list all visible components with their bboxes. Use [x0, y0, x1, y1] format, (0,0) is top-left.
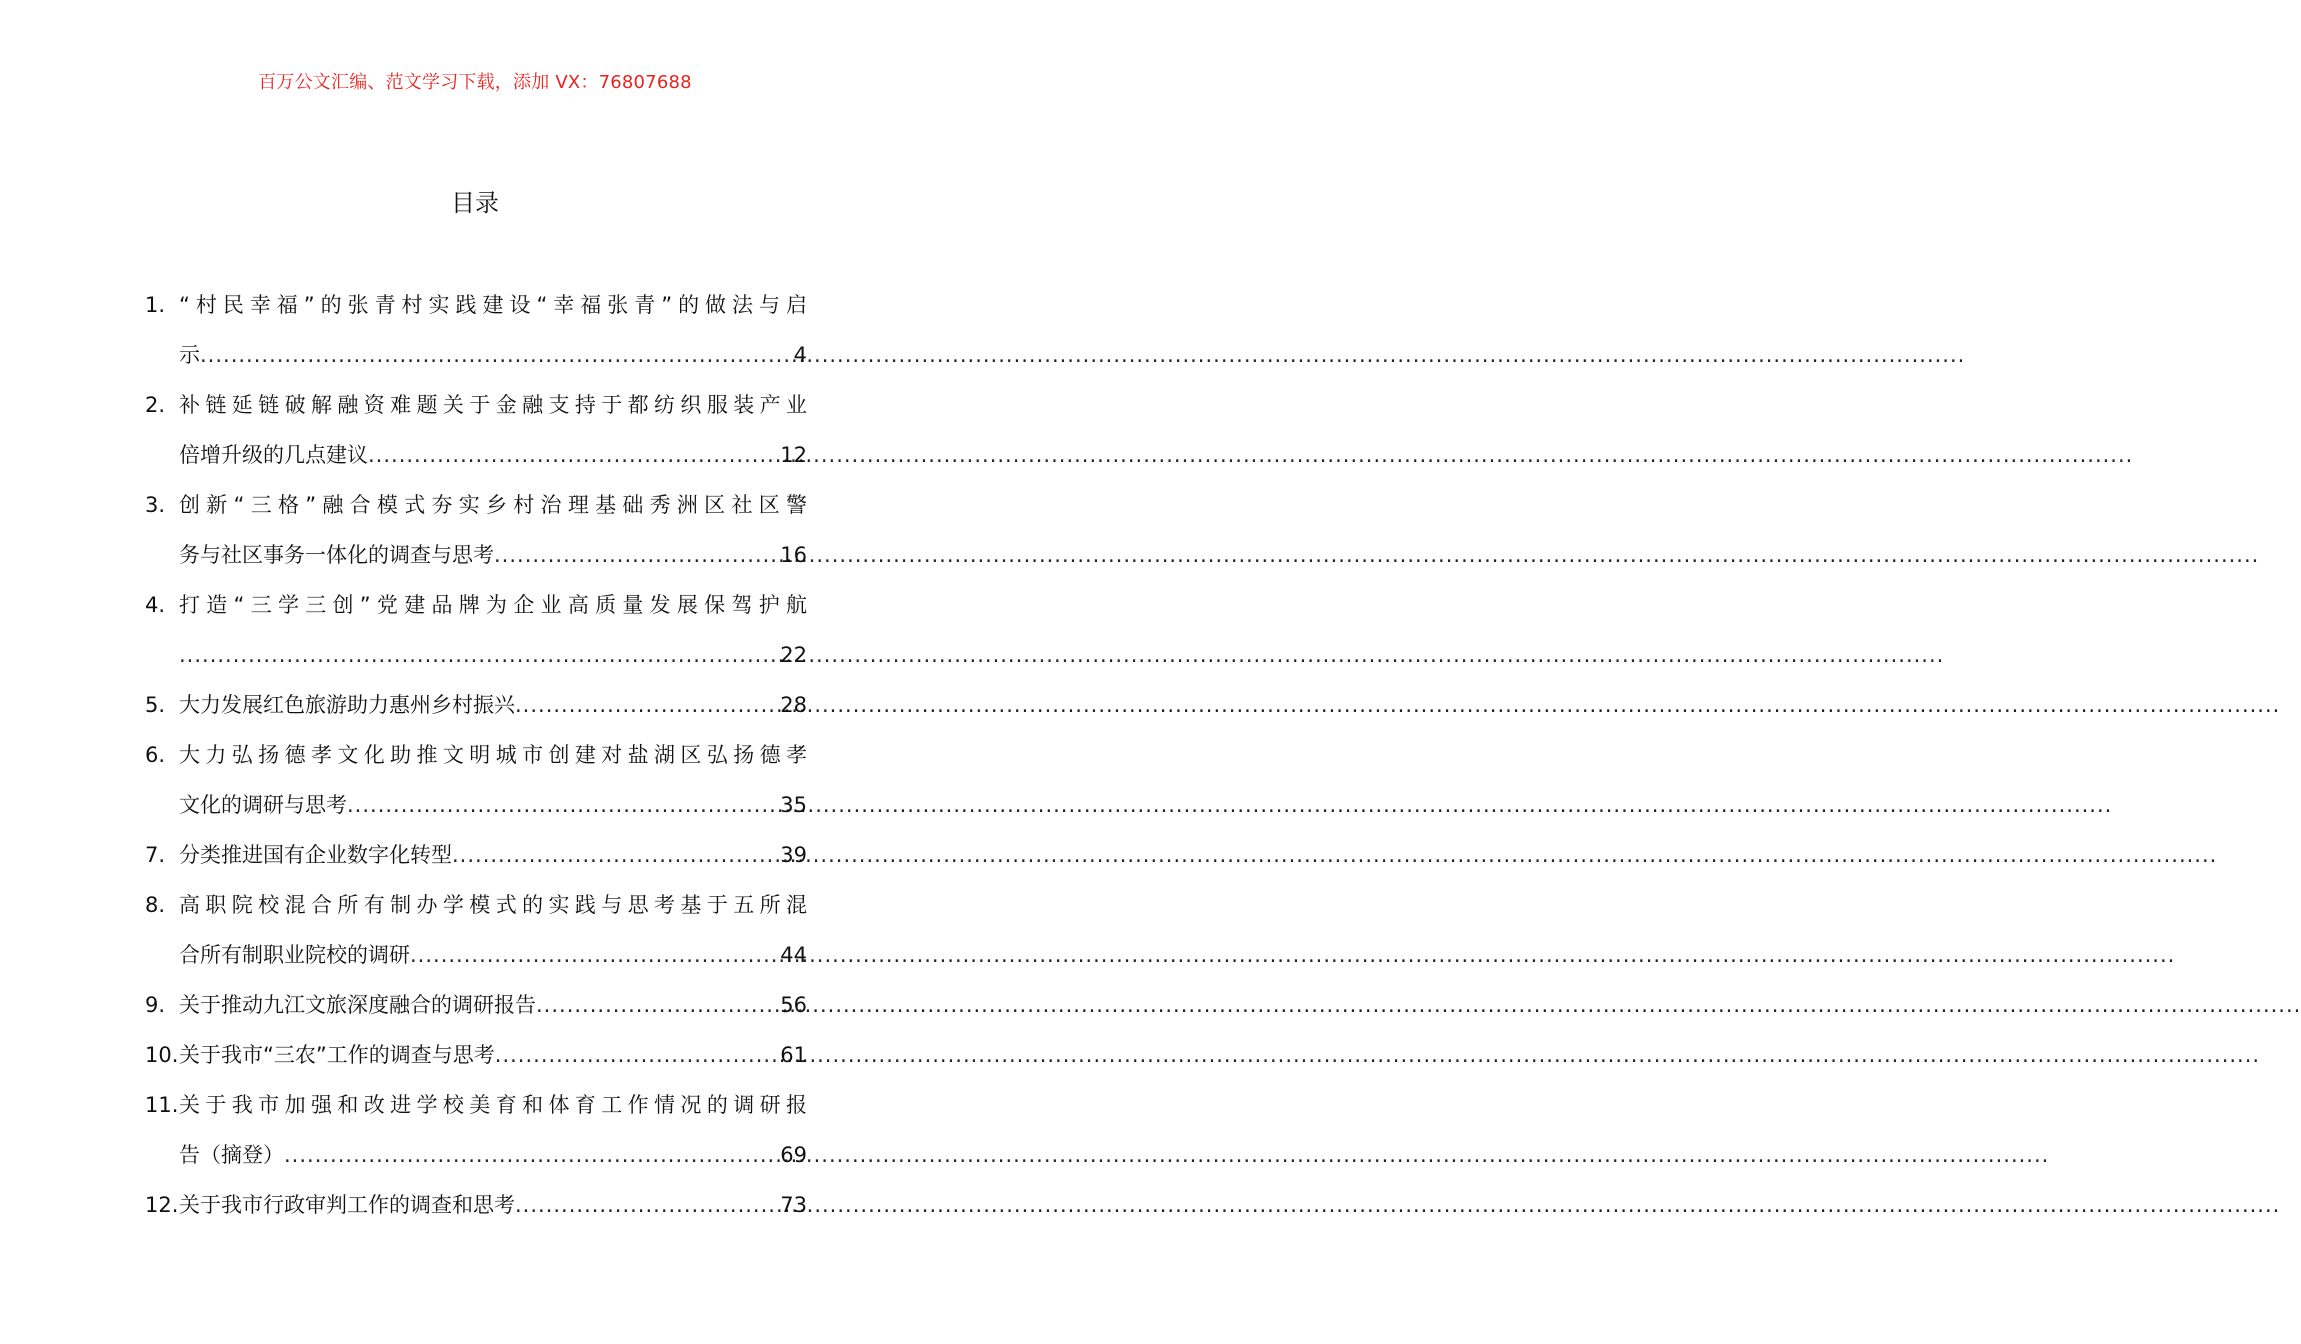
toc-entry-page: 73 [780, 1193, 807, 1217]
toc-entry-title-cont: 倍增升级的几点建议 [179, 443, 368, 467]
toc-entry-title: 创新“三格”融合模式夯实乡村治理基础秀洲区社区警 [179, 493, 807, 517]
dot-leader [284, 1130, 778, 1180]
toc-entry-page: 28 [780, 693, 807, 717]
dot-leader [368, 430, 778, 480]
toc-entry-title-cont: 示 [179, 343, 200, 367]
toc-entry-title: 大力弘扬德孝文化助推文明城市创建对盐湖区弘扬德孝 [179, 743, 807, 767]
toc-entry-number: 4. [145, 593, 166, 617]
dot-leader [495, 1030, 779, 1080]
dot-leader [452, 830, 778, 880]
toc-entry-number: 7. [145, 843, 166, 867]
toc-entry-number: 12. [145, 1193, 179, 1217]
toc-entry-title-cont: 务与社区事务一体化的调查与思考 [179, 543, 494, 567]
toc-entry-title: 高职院校混合所有制办学模式的实践与思考基于五所混 [179, 893, 807, 917]
toc-entry-title: 分类推进国有企业数字化转型 [179, 843, 452, 867]
dot-leader [200, 330, 792, 380]
toc-entry-title: 关于我市加强和改进学校美育和体育工作情况的调研报 [179, 1093, 807, 1117]
toc-entry-number: 9. [145, 993, 166, 1017]
toc-entry-7[interactable] [145, 830, 807, 880]
toc-entry-8[interactable] [145, 880, 807, 980]
toc-entry-title: 关于我市行政审判工作的调查和思考 [179, 1193, 515, 1217]
toc-entry-3[interactable] [145, 480, 807, 580]
toc-entry-2[interactable] [145, 380, 807, 480]
toc-entry-title: “村民幸福”的张青村实践建设“幸福张青”的做法与启 [179, 293, 807, 317]
toc-entry-4[interactable] [145, 580, 807, 680]
toc-title: 目录 [451, 189, 499, 217]
toc-entry-1[interactable] [145, 280, 807, 380]
toc-entry-number: 10. [145, 1043, 179, 1067]
toc-entry-page: 22 [780, 643, 807, 667]
toc-entry-title: 打造“三学三创”党建品牌为企业高质量发展保驾护航 [179, 593, 807, 617]
dot-leader [515, 680, 778, 730]
toc-entry-number: 2. [145, 393, 166, 417]
toc-entry-page: 16 [780, 543, 807, 567]
dot-leader [347, 780, 778, 830]
toc-entry-title: 大力发展红色旅游助力惠州乡村振兴 [179, 693, 515, 717]
toc-entry-10[interactable] [145, 1030, 807, 1080]
table-of-contents [145, 280, 807, 1230]
toc-entry-title: 关于推动九江文旅深度融合的调研报告 [179, 993, 536, 1017]
toc-entry-title-cont: 告（摘登） [179, 1143, 284, 1167]
toc-entry-9[interactable] [145, 980, 807, 1030]
toc-entry-page: 56 [780, 993, 807, 1017]
toc-entry-title-cont: 文化的调研与思考 [179, 793, 347, 817]
toc-entry-page: 44 [780, 943, 807, 967]
toc-entry-12[interactable] [145, 1180, 807, 1230]
dot-leader [536, 980, 778, 1030]
toc-entry-page: 69 [780, 1143, 807, 1167]
dot-leader [179, 630, 778, 680]
toc-entry-number: 6. [145, 743, 166, 767]
toc-entry-page: 35 [780, 793, 807, 817]
toc-entry-number: 3. [145, 493, 166, 517]
toc-entry-number: 11. [145, 1093, 179, 1117]
toc-entry-page: 12 [780, 443, 807, 467]
toc-entry-number: 1. [145, 293, 166, 317]
dot-leader [410, 930, 778, 980]
toc-entry-number: 5. [145, 693, 166, 717]
toc-entry-title-cont: 合所有制职业院校的调研 [179, 943, 410, 967]
toc-entry-page: 4 [793, 343, 807, 367]
dot-leader [494, 530, 778, 580]
header-banner: 百万公文汇编、范文学习下载，添加 VX：76807688 [258, 72, 692, 93]
toc-entry-5[interactable] [145, 680, 807, 730]
toc-entry-title: 关于我市“三农”工作的调查与思考 [179, 1043, 495, 1067]
toc-entry-page: 39 [780, 843, 807, 867]
dot-leader [515, 1180, 778, 1230]
toc-entry-6[interactable] [145, 730, 807, 830]
toc-entry-title: 补链延链破解融资难题关于金融支持于都纺织服装产业 [179, 393, 807, 417]
toc-entry-number: 8. [145, 893, 166, 917]
toc-entry-11[interactable] [145, 1080, 807, 1180]
toc-entry-page: 61 [780, 1043, 807, 1067]
